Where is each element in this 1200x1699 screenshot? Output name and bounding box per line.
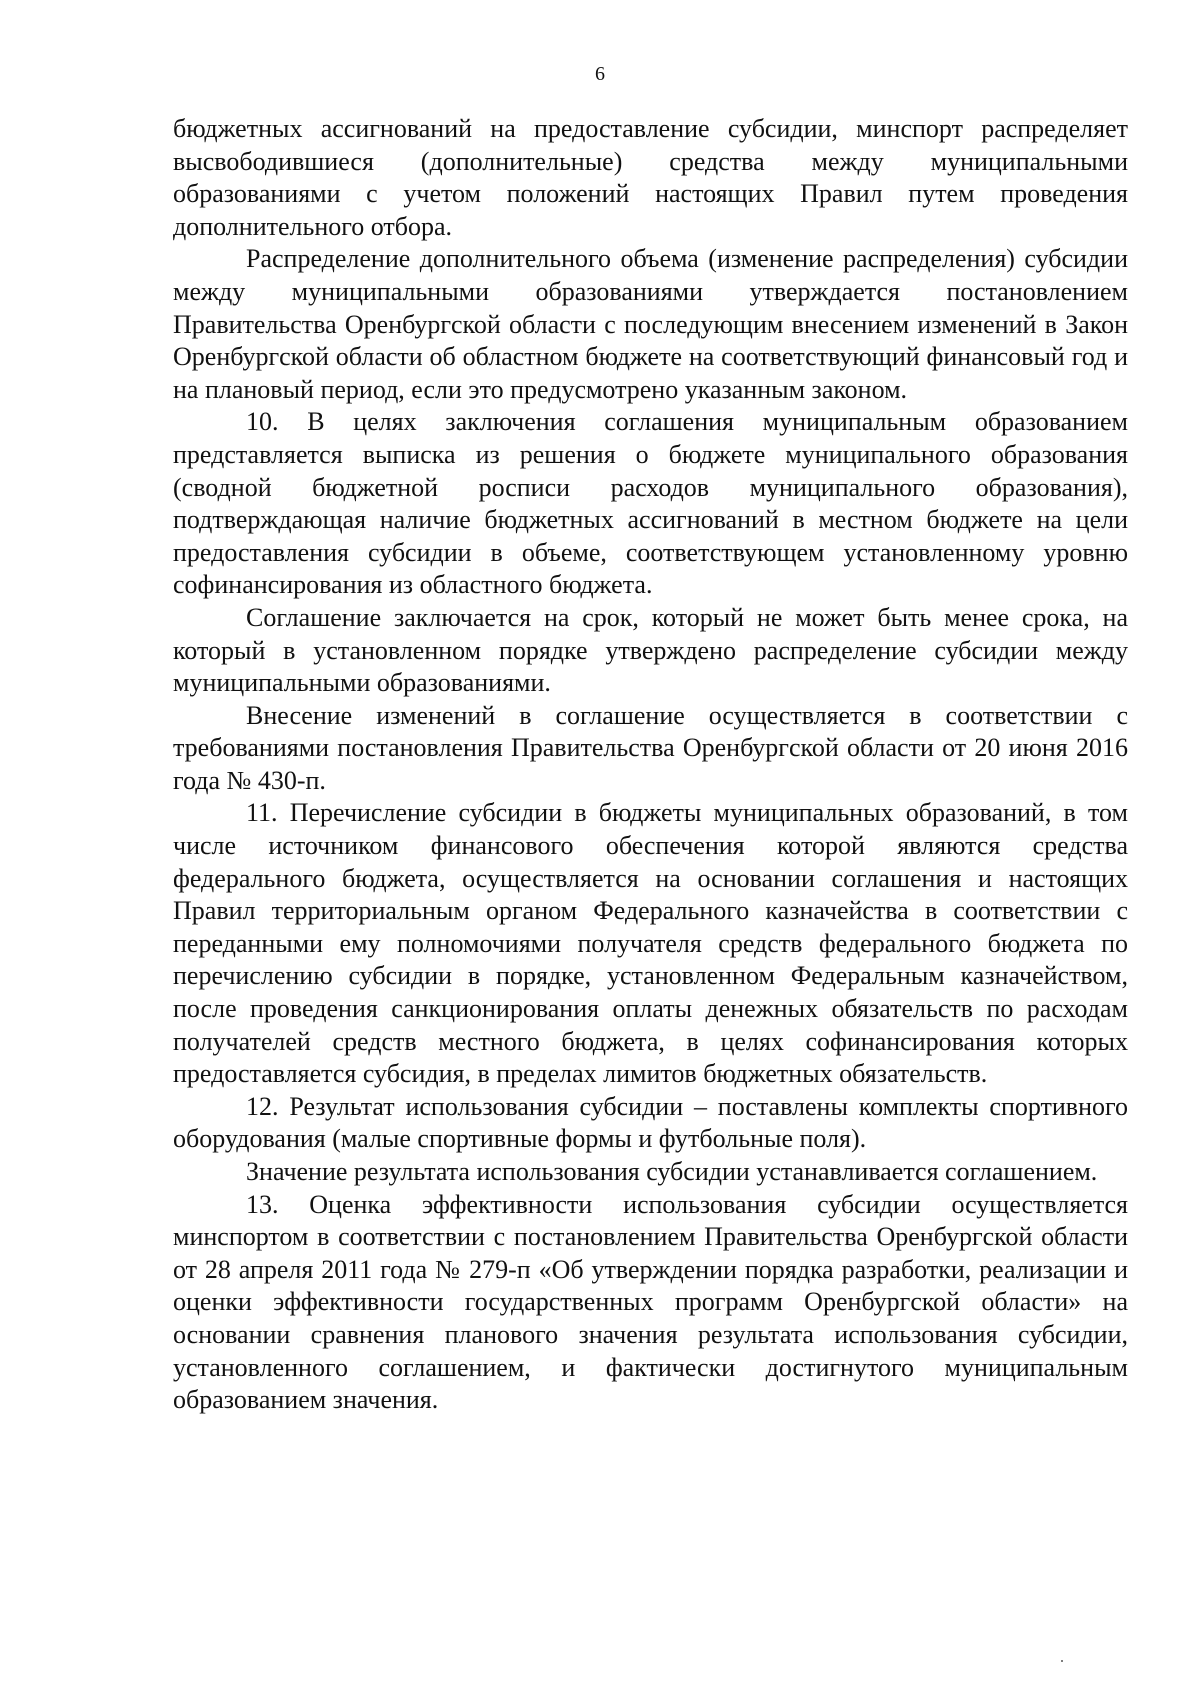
paragraph-clause-11: 11. Перечисление субсидии в бюджеты муниципальных образований, в том числе источником финансового обеспечения которой являются средства федерального бюджета, осуществляется на основании соглашения и настоящих Правил территориальным органом Федерального казначейства в соответствии с переданными ему полномочиями получателя средств федерального бюджета по перечислению субсидии в порядке, установленном Федеральным казначейством, после проведения санкционирования оплаты денежных обязательств по расходам получателей средств местного бюджета, в целях софинансирования которых предоставляется субсидия, в пределах лимитов бюджетных обязательств. xyxy=(173,798,1128,1089)
paragraph-agreement-term: Соглашение заключается на срок, который не может быть менее срока, на который в установленном порядке утверждено распределение субсидии между муниципальными образованиями. xyxy=(173,602,1128,698)
page-number: 6 xyxy=(595,63,605,85)
paragraph-clause-10: 10. В целях заключения соглашения муниципальным образованием представляется выписка из решения о бюджете муниципального образования (сводной бюджетной росписи расходов муниципального образования), подтверждающая наличие бюджетных ассигнований в местном бюджете на цели предоставления субсидии в объеме, соответствующем установленному уровню софинансирования из областного бюджета. xyxy=(173,407,1128,600)
paragraph-agreement-changes: Внесение изменений в соглашение осуществляется в соответствии с требованиями постановления Правительства Оренбургской области от 20 июня 2016 года № 430-п. xyxy=(173,700,1128,795)
document-body xyxy=(173,113,1128,1417)
paragraph-clause-12: 12. Результат использования субсидии – поставлены комплекты спортивного оборудования (малые спортивные формы и футбольные поля). xyxy=(173,1091,1128,1154)
paragraph-result-value: Значение результата использования субсидии устанавливается соглашением. xyxy=(246,1157,1098,1186)
paragraph-redistribution: Распределение дополнительного объема (изменение распределения) субсидии между муниципальными образованиями утверждается постановлением Правительства Оренбургской области с последующим внесением изменений в Закон Оренбургской области об областном бюджете на соответствующий финансовый год и на плановый период, если это предусмотрено указанным законом. xyxy=(173,244,1128,404)
paragraph-continuation: бюджетных ассигнований на предоставление субсидии, минспорт распределяет высвободившиеся (дополнительные) средства между муниципальными образованиями с учетом положений настоящих Правил путем проведения дополнительного отбора. xyxy=(173,114,1128,241)
paragraph-clause-13: 13. Оценка эффективности использования субсидии осуществляется минспортом в соответствии с постановлением Правительства Оренбургской области от 28 апреля 2011 года № 279-п «Об утверждении порядка разработки, реализации и оценки эффективности государственных программ Оренбургской области» на основании сравнения планового значения результата использования субсидии, установленного соглашением, и фактически достигнутого муниципальным образованием значения. xyxy=(173,1189,1128,1415)
scan-speck xyxy=(1061,1660,1063,1662)
